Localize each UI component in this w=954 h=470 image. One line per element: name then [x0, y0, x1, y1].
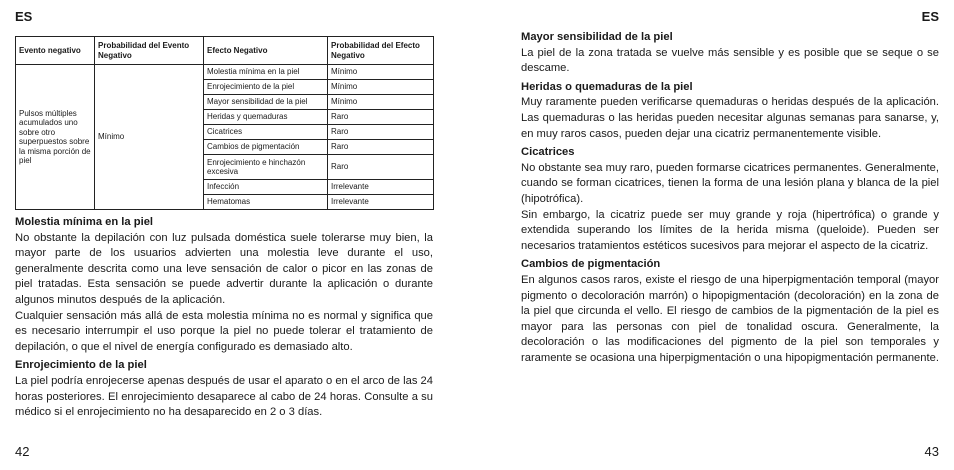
paragraph: No obstante sea muy raro, pueden formarse cicatrices permanentes. Generalmente, cuando se forman cicatrices, tienen la forma de una lesión plana y blanca de la piel (hipotrófica).: [521, 161, 939, 205]
effect-cell: Cambios de pigmentación: [204, 140, 328, 155]
effect-cell: Mayor sensibilidad de la piel: [204, 95, 328, 110]
table-header-row: [16, 37, 434, 65]
section-enrojecimiento: [15, 358, 433, 420]
paragraph: En algunos casos raros, existe el riesgo de una hiperpigmentación temporal (mayor pigmento o decoloración marrón) o hipopigmentación (decoloración) en la zona de la piel que circunda el vello. El riesgo de cambios de la pigmentación de la piel es mayor para las personas con piel de tonalidad oscura. Generalmente, la decoloración o las modificaciones del pigmento de la piel son temporales y raramente se ocasiona una hiperpigmentación o una hipopigmentación permanente.: [521, 273, 939, 364]
effect-cell: Enrojecimiento e hinchazón excesiva: [204, 155, 328, 180]
effect-probability-cell: Irrelevante: [328, 180, 434, 195]
left-body-text: [15, 215, 433, 424]
effect-probability-cell: Mínimo: [328, 65, 434, 80]
section-cicatrices: [521, 145, 939, 254]
paragraph: Muy raramente pueden verificarse quemaduras o heridas después de la aplicación. Las quemaduras o las heridas pueden necesitar algunas semanas para sanarse, y, en muy raros casos, pueden dejar una cicatriz permanentemente visible.: [521, 96, 939, 140]
risk-table: [15, 36, 434, 210]
section-heading: Molestia mínima en la piel: [15, 216, 154, 228]
effect-cell: Hematomas: [204, 195, 328, 210]
effect-probability-cell: Raro: [328, 125, 434, 140]
paragraph: Cualquier sensación más allá de esta molestia mínima no es normal y significa que es necesario interrumpir el uso porque la piel no puede tolerar el tratamiento de depilación, o que el nivel de energía configurado es demasiado alto.: [15, 309, 433, 353]
table-header-cell: Probabilidad del Efecto Negativo: [328, 37, 434, 65]
effect-cell: Heridas y quemaduras: [204, 110, 328, 125]
event-cell: Pulsos múltiples acumulados uno sobre otro superpuestos sobre la misma porción de piel: [16, 65, 95, 210]
section-heading: Cicatrices: [521, 146, 575, 159]
page-number: 42: [15, 444, 30, 459]
paragraph: La piel podría enrojecerse apenas después de usar el aparato o en el arco de las 24 horas posteriores. El enrojecimiento desaparece al cabo de 24 horas. Consulte a su médico si el enrojecimiento no ha desaparecido en 2 o 3 días.: [15, 374, 433, 419]
table-header-cell: Probabilidad del Evento Negativo: [95, 37, 204, 65]
table-header-cell: Evento negativo: [16, 37, 95, 65]
effect-probability-cell: Raro: [328, 140, 434, 155]
effect-probability-cell: Raro: [328, 110, 434, 125]
effect-probability-cell: Mínimo: [328, 80, 434, 95]
right-body-text: [521, 30, 939, 369]
section-pigmentacion: [521, 257, 939, 366]
paragraph: Sin embargo, la cicatriz puede ser muy grande y roja (hipertrófica) o grande y extendida superando los límites de la herida misma (queloide). Pueden ser necesarios tratamientos estéticos sucesivos para mejorar el aspecto de la cicatriz.: [521, 208, 939, 252]
language-label: ES: [921, 9, 939, 24]
section-heading: Mayor sensibilidad de la piel: [521, 31, 673, 43]
effect-probability-cell: Irrelevante: [328, 195, 434, 210]
section-heading: Cambios de pigmentación: [521, 258, 661, 271]
effect-cell: Enrojecimiento de la piel: [204, 80, 328, 95]
effect-probability-cell: Raro: [328, 155, 434, 180]
table-header-cell: Efecto Negativo: [204, 37, 328, 65]
effect-cell: Infección: [204, 180, 328, 195]
section-heading: Enrojecimiento de la piel: [15, 359, 147, 372]
table-row: [16, 65, 434, 80]
page-number: 43: [924, 444, 939, 459]
effect-probability-cell: Mínimo: [328, 95, 434, 110]
paragraph: No obstante la depilación con luz pulsada doméstica suele tolerarse muy bien, la mayor parte de los usuarios advierten una molestia leve durante el uso, generalmente descrita como una leve sensación de calor o picor en las zonas de piel tratadas. Esta sensación se puede advertir durante la aplicación o durante algunos minutos después de la aplicación.: [15, 231, 433, 306]
section-sensibilidad: [521, 30, 939, 77]
right-page: [477, 0, 954, 470]
section-heading: Heridas o quemaduras de la piel: [521, 80, 693, 93]
paragraph: La piel de la zona tratada se vuelve más sensible y es posible que se seque o se descame.: [521, 46, 939, 75]
language-label: ES: [15, 9, 33, 24]
section-molestia: [15, 215, 433, 355]
event-probability-cell: Mínimo: [95, 65, 204, 210]
effect-cell: Molestia mínima en la piel: [204, 65, 328, 80]
effect-cell: Cicatrices: [204, 125, 328, 140]
section-heridas: [521, 80, 939, 142]
